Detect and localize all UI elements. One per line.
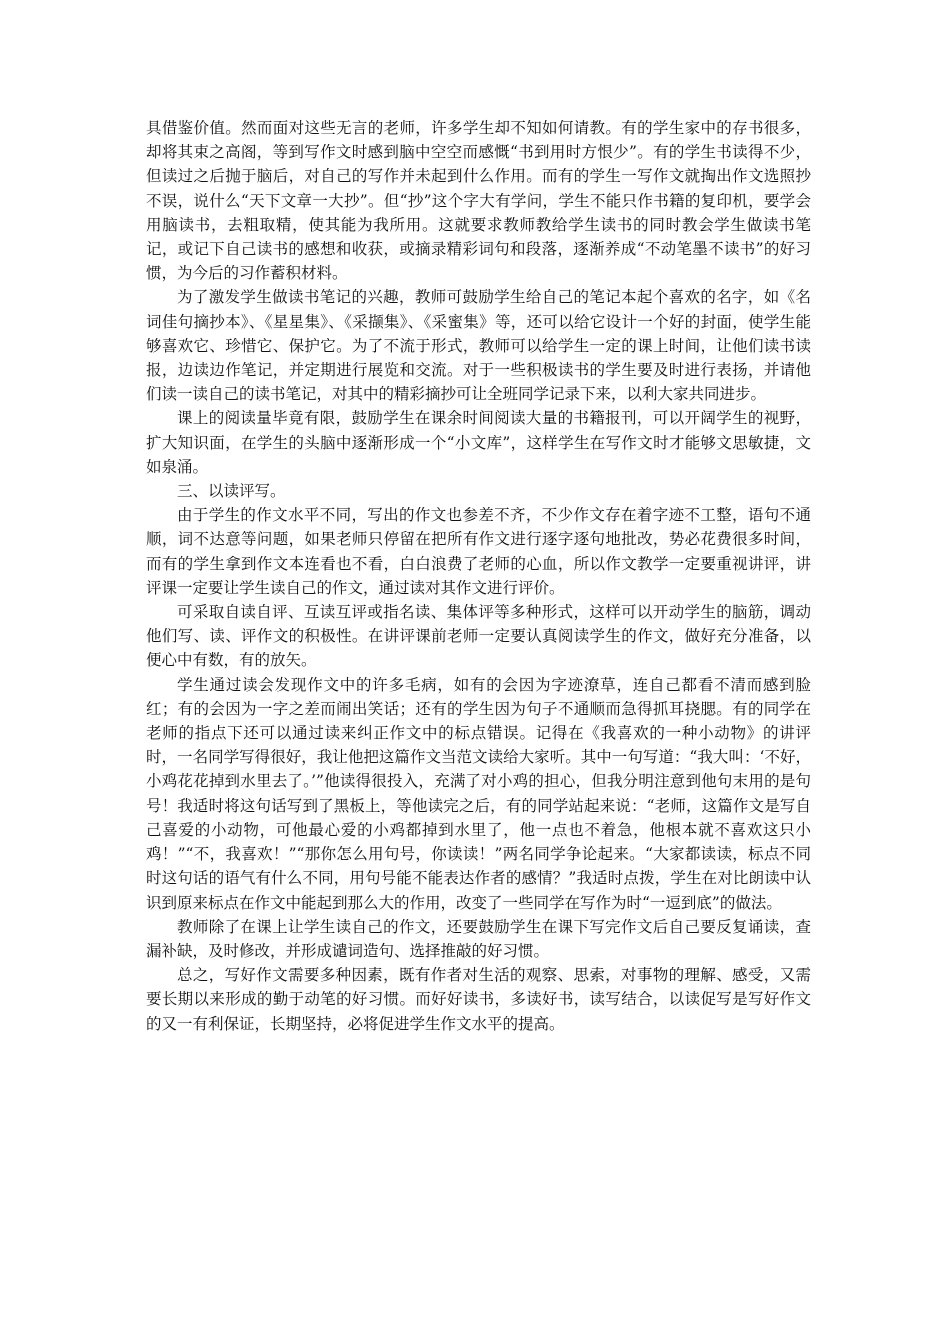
paragraph-continuation: 具借鉴价值。然而面对这些无言的老师，许多学生却不知如何请教。有的学生家中的存书很多，却将其束之高阁，等到写作文时感到脑中空空而感慨“书到用时方恨少”。有的学生书读得不少，但读过之后抛于脑后，对自己的写作并未起到什么作用。而有的学生一写作文就掏出作文选照抄不误，说什么“天下文章一大抄”。但“抄”这个字大有学问，学生不能只作书籍的复印机，要学会用脑读书，去粗取精，使其能为我所用。这就要求教师教给学生读书的同时教会学生做读书笔记，或记下自己读书的感想和收获，或摘录精彩词句和段落，逐渐养成“不动笔墨不读书”的好习惯，为今后的习作蓄积材料。 <box>146 119 811 283</box>
document-body <box>146 116 811 1036</box>
paragraph-example-story: 学生通过读会发现作文中的许多毛病，如有的会因为字迹潦草，连自己都看不清而感到脸红；有的会因为一字之差而闹出笑话；还有的学生因为句子不通顺而急得抓耳挠腮。有的同学在老师的指点下还可以通过读来纠正作文中的标点错误。记得在《我喜欢的一种小动物》的讲评时，一名同学写得很好，我让他把这篇作文当范文读给大家听。其中一句写道：“我大叫：‘不好，小鸡花花掉到水里去了。’”他读得很投入，充满了对小鸡的担心，但我分明注意到他句末用的是句号！我适时将这句话写到了黑板上，等他读完之后，有的同学站起来说：“老师，这篇作文是写自己喜爱的小动物，可他最心爱的小鸡都掉到水里了，他一点也不着急，他根本就不喜欢这只小鸡！”“不，我喜欢！”“那你怎么用句号，你读读！”两名同学争论起来。“大家都读读，标点不同时这句话的语气有什么不同，用句号能不能表达作者的感情？”我适时点拨，学生在对比朗读中认识到原来标点在作文中能起到那么大的作用，改变了一些同学在写作为时“一逗到底”的做法。 <box>146 675 811 912</box>
paragraph-review-forms: 可采取自读自评、互读互评或指名读、集体评等多种形式，这样可以开动学生的脑筋，调动他们写、读、评作文的积极性。在讲评课前老师一定要认真阅读学生的作文，做好充分准备，以便心中有数，有的放矢。 <box>146 603 811 670</box>
section-heading-3: 三、以读评写。 <box>177 482 286 501</box>
paragraph-writing-quality: 由于学生的作文水平不同，写出的作文也参差不齐，不少作文存在着字迹不工整，语句不通顺，词不达意等问题，如果老师只停留在把所有作文进行逐字逐句地批改，势必花费很多时间，而有的学生拿到作文本连看也不看，白白浪费了老师的心血，所以作文教学一定要重视讲评，讲评课一定要让学生读自己的作文，通过读对其作文进行评价。 <box>146 506 811 597</box>
paragraph-reading-notes: 为了激发学生做读书笔记的兴趣，教师可鼓励学生给自己的笔记本起个喜欢的名字，如《名词佳句摘抄本》、《星星集》、《采撷集》、《采蜜集》等，还可以给它设计一个好的封面，使学生能够喜欢它、珍惜它、保护它。为了不流于形式，教师可以给学生一定的课上时间，让他们读书读报，边读边作笔记，并定期进行展览和交流。对于一些积极读书的学生要及时进行表扬，并请他们读一读自己的读书笔记，对其中的精彩摘抄可让全班同学记录下来，以利大家共同进步。 <box>146 288 811 404</box>
paragraph-self-revision: 教师除了在课上让学生读自己的作文，还要鼓励学生在课下写完作文后自己要反复诵读，查漏补缺，及时修改，并形成谴词造句、选择推敲的好习惯。 <box>146 917 811 960</box>
paragraph-conclusion: 总之，写好作文需要多种因素，既有作者对生活的观察、思索，对事物的理解、感受，又需要长期以来形成的勤于动笔的好习惯。而好好读书，多读好书，读写结合，以读促写是写好作文的又一有利保证，长期坚持，必将促进学生作文水平的提高。 <box>146 966 811 1033</box>
paragraph-extracurricular-reading: 课上的阅读量毕竟有限，鼓励学生在课余时间阅读大量的书籍报刊，可以开阔学生的视野，扩大知识面，在学生的头脑中逐渐形成一个“小文库”，这样学生在写作文时才能够文思敏捷，文如泉涌。 <box>146 409 811 476</box>
